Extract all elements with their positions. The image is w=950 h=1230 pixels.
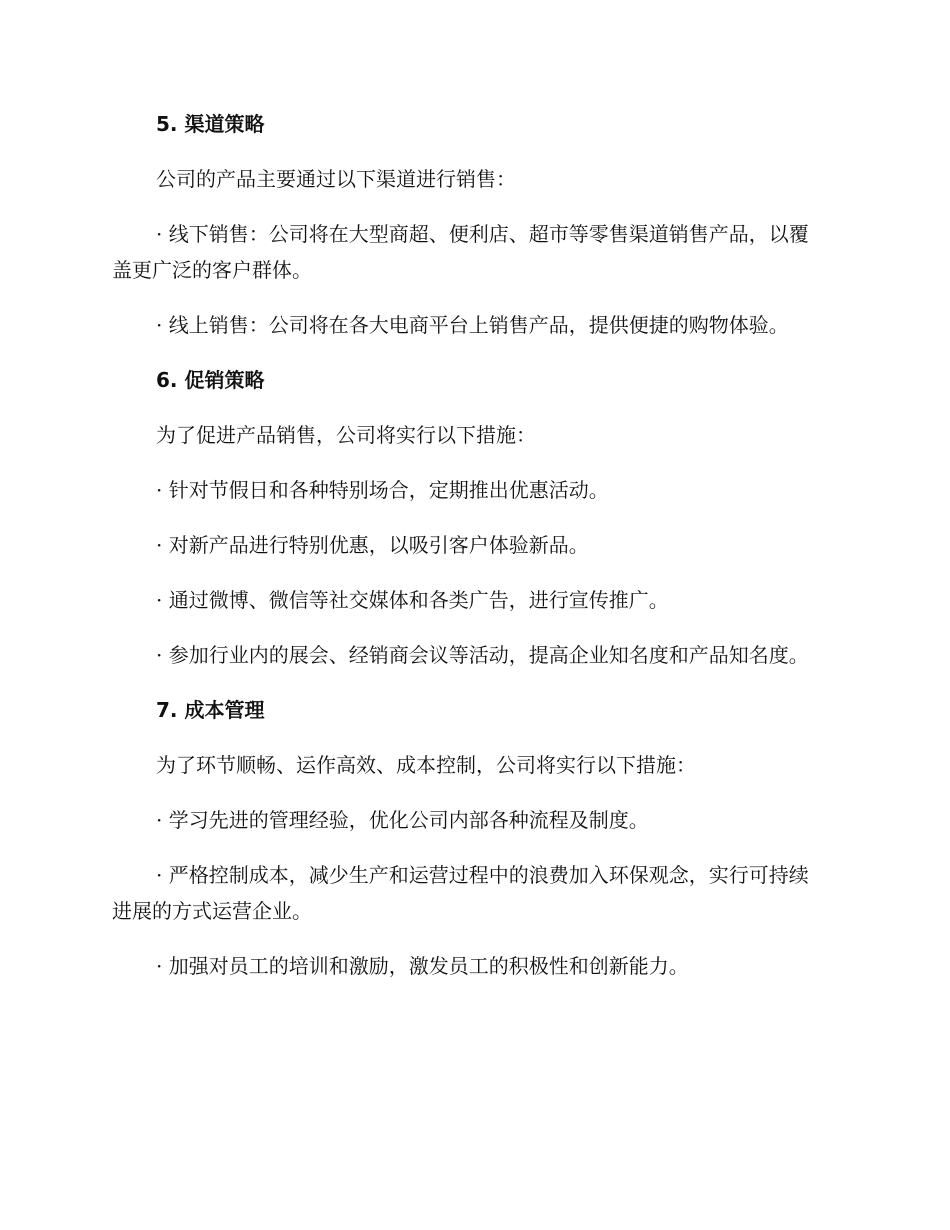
bullet-item: · 学习先进的管理经验，优化公司内部各种流程及制度。 [156, 808, 649, 832]
section-heading-cost-management: 7. 成本管理 [156, 698, 265, 722]
bullet-item: · 针对节假日和各种特别场合，定期推出优惠活动。 [156, 478, 609, 502]
paragraph: 公司的产品主要通过以下渠道进行销售： [156, 167, 516, 191]
section-heading-promotion-strategy: 6. 促销策略 [156, 368, 265, 392]
document-page [112, 106, 828, 1003]
section-heading-channel-strategy: 5. 渠道策略 [156, 112, 265, 136]
bullet-item: · 严格控制成本，减少生产和运营过程中的浪费加入环保观念，实行可持续进展的方式运营企业。 [112, 863, 809, 923]
bullet-item: · 加强对员工的培训和激励，激发员工的积极性和创新能力。 [156, 954, 689, 978]
paragraph: 为了环节顺畅、运作高效、成本控制，公司将实行以下措施： [156, 753, 696, 777]
bullet-item: · 通过微博、微信等社交媒体和各类广告，进行宣传推广。 [156, 588, 669, 612]
paragraph: 为了促进产品销售，公司将实行以下措施： [156, 423, 536, 447]
bullet-item: · 线下销售：公司将在大型商超、便利店、超市等零售渠道销售产品，以覆盖更广泛的客户群体。 [112, 222, 809, 282]
bullet-item: · 对新产品进行特别优惠，以吸引客户体验新品。 [156, 533, 589, 557]
bullet-item: · 线上销售：公司将在各大电商平台上销售产品，提供便捷的购物体验。 [156, 313, 789, 337]
bullet-item: · 参加行业内的展会、经销商会议等活动，提高企业知名度和产品知名度。 [156, 643, 809, 667]
